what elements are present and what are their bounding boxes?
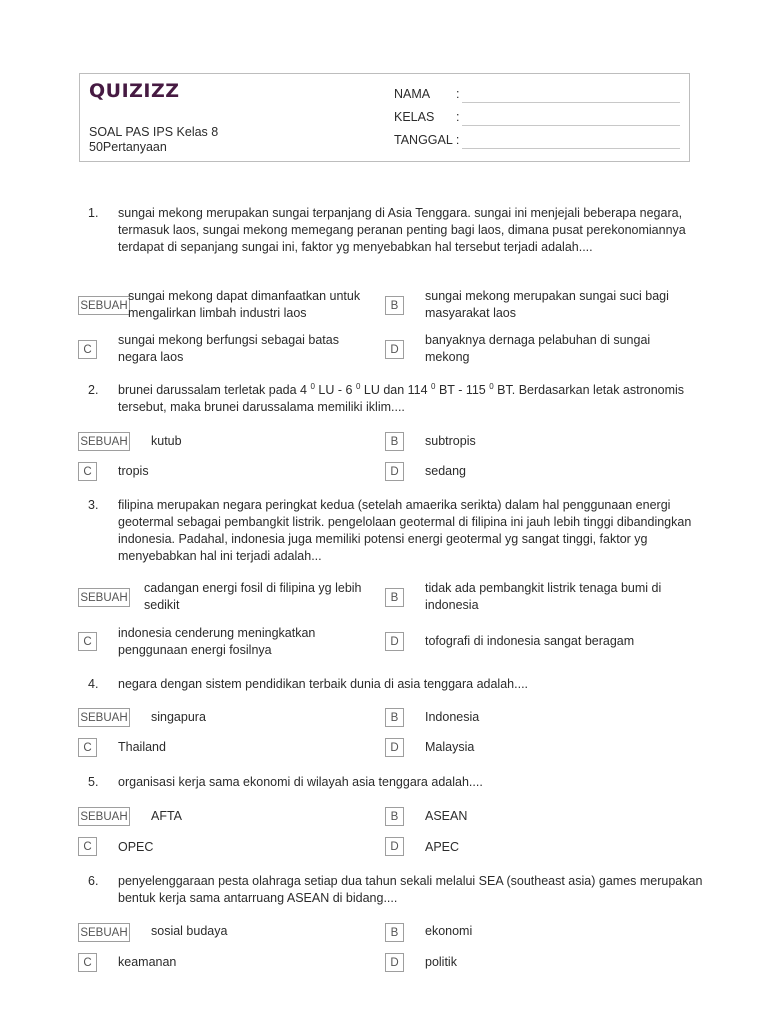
option-a-text: sosial budaya [151,924,228,938]
option-letter-d[interactable]: D [385,632,404,651]
option-d-text: politik [425,955,457,969]
option-letter-a[interactable]: SEBUAH [78,296,130,315]
option-c-text: keamanan [118,955,177,969]
question-text-part: BT. Berdasarkan letak astronomis tersebut, maka brunei darussalama memiliki iklim.... [118,383,685,414]
option-d-text: tofografi di indonesia sangat beragam [425,634,635,648]
option-letter-d[interactable]: D [385,837,404,856]
option-letter-c[interactable]: C [78,738,97,757]
option-letter-a[interactable]: SEBUAH [78,708,130,727]
question-number: 6. [88,874,99,888]
name-label: NAMA [394,87,431,101]
option-a-text: sungai mekong dapat dimanfaatkan untuk mengalirkan limbah industri laos [128,289,361,320]
degree-superscript: 0 [489,381,494,391]
option-b-text: subtropis [425,434,476,448]
question-number: 5. [88,775,99,789]
option-letter-d[interactable]: D [385,462,404,481]
option-letter-c[interactable]: C [78,953,97,972]
degree-superscript: 0 [355,381,361,391]
option-c-text: tropis [118,464,149,478]
option-a-text: kutub [151,434,182,448]
option-letter-a[interactable]: SEBUAH [78,588,130,607]
question-text: negara dengan sistem pendidikan terbaik dunia di asia tenggara adalah.... [118,677,529,691]
option-letter-b[interactable]: B [385,923,404,942]
option-a-text: singapura [151,710,206,724]
option-letter-c[interactable]: C [78,462,97,481]
option-letter-d[interactable]: D [385,953,404,972]
question-text-part: BT - 115 [435,383,490,397]
option-letter-a[interactable]: SEBUAH [78,432,130,451]
option-a-text: AFTA [151,809,183,823]
option-b-text: sungai mekong merupakan sungai suci bagi masyarakat laos [425,289,669,320]
option-b-text: ASEAN [425,809,468,823]
question-number: 3. [88,498,99,512]
option-letter-a[interactable]: SEBUAH [78,807,130,826]
degree-superscript: 0 [310,381,315,391]
question-number: 2. [88,383,99,397]
option-b-text: ekonomi [425,924,473,938]
date-label: TANGGAL : [394,133,460,147]
quiz-title: SOAL PAS IPS Kelas 8 [89,125,219,139]
class-colon: : [456,110,460,124]
option-d-text: APEC [425,840,460,854]
option-c-text: Thailand [118,740,166,754]
date-line[interactable] [462,148,680,149]
option-letter-c[interactable]: C [78,837,97,856]
name-line[interactable] [462,102,680,103]
question-text: sungai mekong merupakan sungai terpanjang di Asia Tenggara. sungai ini menjejali beberapa negara, termasuk laos, sungai mekong memegang peranan penting bagi laos, dimana pusat perekonomiannya terdapat di sepanjang sungai ini, faktor yg menyebabkan hal tersebut terjadi adalah.... [118,206,686,254]
option-letter-c[interactable]: C [78,632,97,651]
question-count: 50Pertanyaan [89,140,167,154]
degree-superscript: 0 [431,381,436,391]
option-d-text: banyaknya dernaga pelabuhan di sungai mekong [425,333,651,364]
option-letter-d[interactable]: D [385,340,404,359]
option-c-text: indonesia cenderung meningkatkan penggunaan energi fosilnya [118,626,316,657]
option-letter-b[interactable]: B [385,432,404,451]
option-letter-b[interactable]: B [385,588,404,607]
option-letter-d[interactable]: D [385,738,404,757]
option-c-text: OPEC [118,840,154,854]
question-number: 4. [88,677,99,691]
option-c-text: sungai mekong berfungsi sebagai batas negara laos [118,333,339,364]
option-letter-b[interactable]: B [385,807,404,826]
name-colon: : [456,87,460,101]
class-line[interactable] [462,125,680,126]
option-letter-b[interactable]: B [385,296,404,315]
option-letter-b[interactable]: B [385,708,404,727]
option-d-text: sedang [425,464,467,478]
question-text: penyelenggaraan pesta olahraga setiap dua tahun sekali melalui SEA (southeast asia) games merupakan bentuk kerja sama antarruang ASEAN di bidang.... [118,874,703,905]
option-b-text: tidak ada pembangkit listrik tenaga bumi di indonesia [425,581,662,612]
quizizz-logo: QUIZIZZ [89,80,180,102]
worksheet-header [79,73,690,162]
question-text-part: brunei darussalam terletak pada 4 [118,383,311,397]
question-text [118,382,703,416]
question-text-part: LU dan 114 [360,383,432,397]
option-letter-a[interactable]: SEBUAH [78,923,130,942]
option-a-text: cadangan energi fosil di filipina yg lebih sedikit [144,581,362,612]
option-letter-c[interactable]: C [78,340,97,359]
question-text-part: LU - 6 [314,383,356,397]
class-label: KELAS [394,110,435,124]
option-b-text: Indonesia [425,710,480,724]
question-number: 1. [88,206,99,220]
question-text: filipina merupakan negara peringkat kedua (setelah amaerika serikta) dalam hal penggunaan energi geotermal sebagai pembangkit listrik. pengelolaan geotermal di filipina ini jauh lebih tinggi dibandingkan indonesia. Padahal, indonesia juga memiliki potensi energi geotermal yg sangat tinggi, faktor yg menyebabkan hal ini terjadi adalah... [118,498,692,563]
option-d-text: Malaysia [425,740,475,754]
question-text: organisasi kerja sama ekonomi di wilayah asia tenggara adalah.... [118,775,483,789]
